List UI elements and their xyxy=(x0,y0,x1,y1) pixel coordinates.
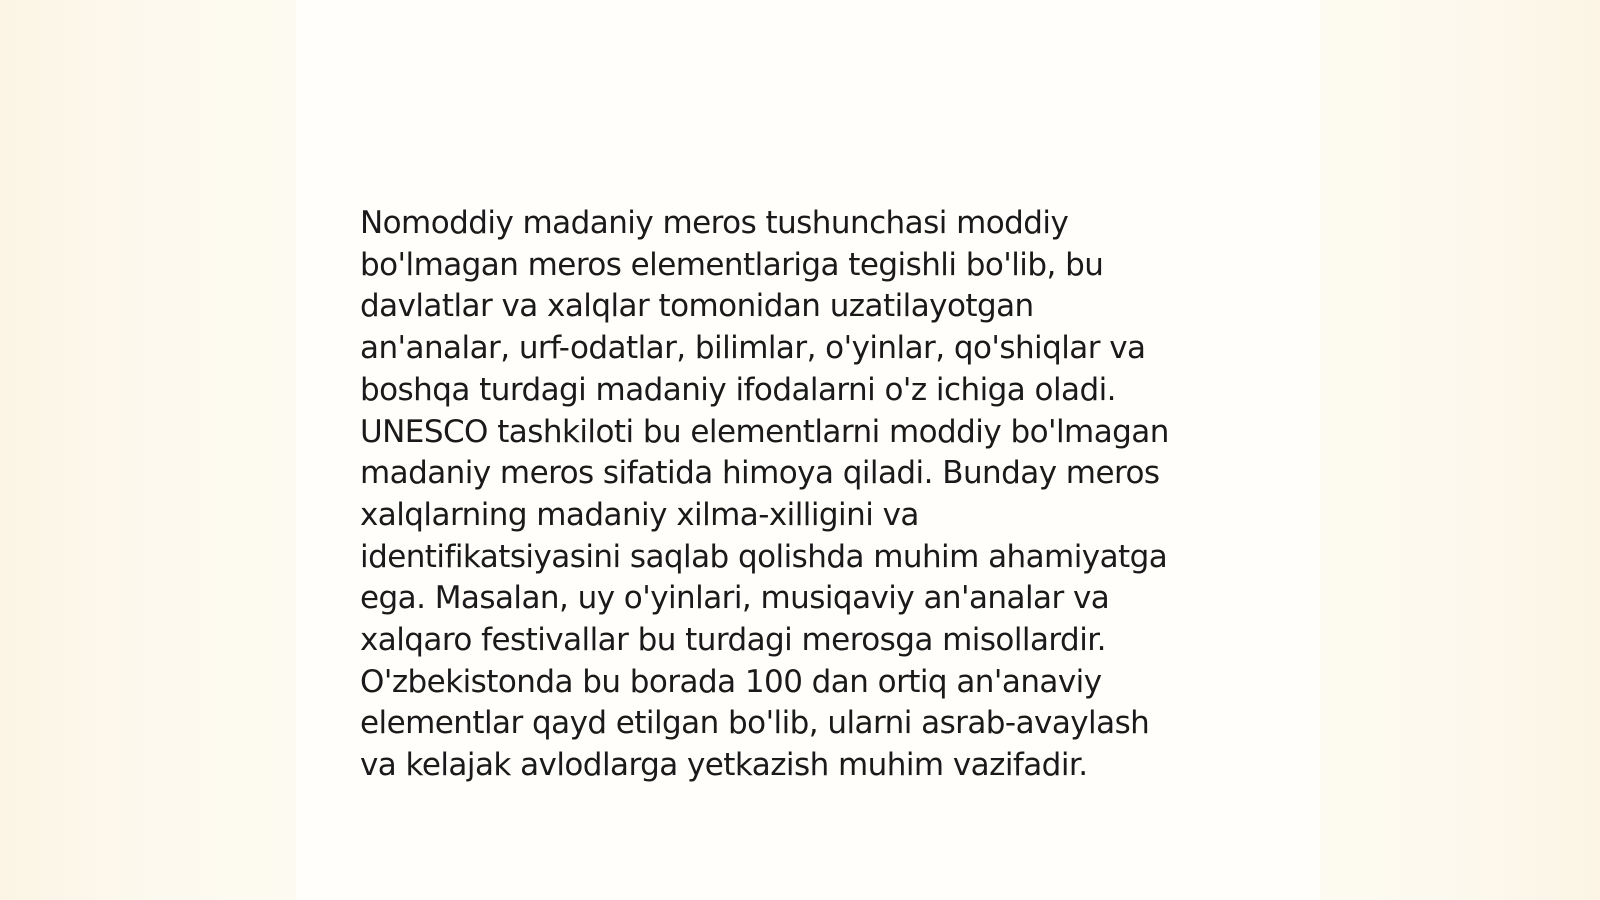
paragraph-line: elementlar qayd etilgan bo'lib, ularni asrab-avaylash xyxy=(360,705,1150,742)
paragraph-line: xalqlarning madaniy xilma-xilligini va xyxy=(360,496,919,533)
paragraph-line: davlatlar va xalqlar tomonidan uzatilayotgan xyxy=(360,288,1034,325)
paragraph-line: xalqaro festivallar bu turdagi merosga misollardir. xyxy=(360,622,1106,659)
paragraph-line: an'analar, urf-odatlar, bilimlar, o'yinlar, qo'shiqlar va xyxy=(360,330,1146,367)
paragraph-line: ega. Masalan, uy o'yinlari, musiqaviy an'analar va xyxy=(360,580,1110,617)
paragraph-line: bo'lmagan meros elementlariga tegishli bo'lib, bu xyxy=(360,246,1104,283)
paragraph-line: madaniy meros sifatida himoya qiladi. Bunday meros xyxy=(360,455,1160,492)
paragraph-line: Nomoddiy madaniy meros tushunchasi moddiy xyxy=(360,205,1069,241)
paragraph-line: UNESCO tashkiloti bu elementlarni moddiy bo'lmagan xyxy=(360,413,1169,450)
paragraph-line: va kelajak avlodlarga yetkazish muhim vazifadir. xyxy=(360,747,1088,784)
paragraph-line: O'zbekistonda bu borada 100 dan ortiq an'anaviy xyxy=(360,663,1102,700)
body-paragraph xyxy=(360,203,1260,787)
document-page xyxy=(296,0,1320,900)
paragraph-line: identifikatsiyasini saqlab qolishda muhim ahamiyatga xyxy=(360,538,1168,575)
paragraph-line: boshqa turdagi madaniy ifodalarni o'z ichiga oladi. xyxy=(360,371,1116,408)
